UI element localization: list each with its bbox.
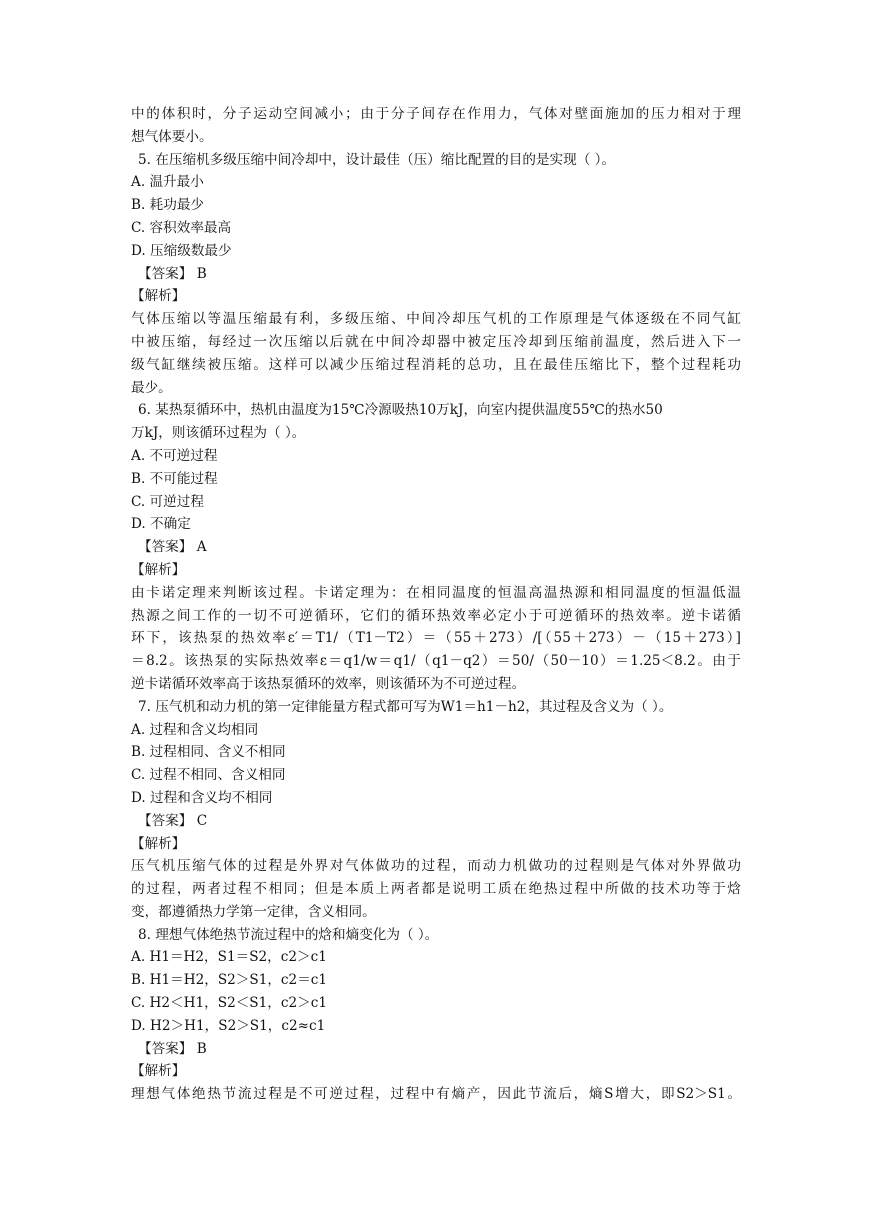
- text-line: 【解析】: [131, 1063, 186, 1080]
- text-line: B. H1＝H2，S2＞S1，c2＝c1: [131, 972, 328, 989]
- text-line: 环下，该热泵的热效率ε′＝T1/（T1－T2）＝（55＋273）/[（55＋273）－（15＋273）]: [131, 630, 741, 647]
- text-line: 6. 某热泵循环中，热机由温度为15℃冷源吸热10万kJ，向室内提供温度55℃的热水50: [138, 402, 663, 419]
- text-line: 级气缸继续被压缩。这样可以减少压缩过程消耗的总功，且在最佳压缩比下，整个过程耗功: [131, 356, 741, 373]
- document-body: [131, 103, 741, 1106]
- text-line: A. 温升最小: [131, 174, 204, 191]
- text-line: 中被压缩，每经过一次压缩以后就在中间冷却器中被定压冷却到压缩前温度，然后进入下一: [131, 333, 741, 350]
- text-line: C. 容积效率最高: [131, 219, 232, 236]
- text-line: 【解析】: [131, 288, 186, 305]
- text-line: 【答案】 C: [138, 812, 208, 829]
- text-line: 压气机压缩气体的过程是外界对气体做功的过程，而动力机做功的过程则是气体对外界做功: [131, 858, 741, 875]
- text-line: 【答案】 B: [138, 1040, 207, 1057]
- text-line: A. H1＝H2，S1＝S2，c2＞c1: [131, 949, 327, 966]
- text-line: 热源之间工作的一切不可逆循环，它们的循环热效率必定小于可逆循环的热效率。逆卡诺循: [131, 607, 741, 624]
- text-line: 气体压缩以等温压缩最有利，多级压缩、中间冷却压气机的工作原理是气体逐级在不同气缸: [131, 311, 741, 328]
- text-line: B. 耗功最少: [131, 197, 205, 214]
- text-line: A. 过程和含义均相同: [131, 721, 259, 738]
- text-line: D. H2＞H1，S2＞S1，c2≈c1: [131, 1017, 326, 1034]
- text-line: C. 过程不相同、含义相同: [131, 767, 286, 784]
- text-line: 最少。: [131, 379, 172, 396]
- text-line: C. 可逆过程: [131, 493, 204, 510]
- text-line: D. 过程和含义均不相同: [131, 789, 273, 806]
- text-line: A. 不可逆过程: [131, 447, 218, 464]
- text-line: 逆卡诺循环效率高于该热泵循环的效率，则该循环为不可逆过程。: [131, 675, 526, 692]
- text-line: 7. 压气机和动力机的第一定律能量方程式都可写为W1＝h1－h2，其过程及含义为（ ）。: [138, 698, 673, 715]
- text-line: ＝8.2。该热泵的实际热效率ε＝q1/w＝q1/（q1－q2）＝50/（50－10）＝1.25＜8.2。由于: [131, 653, 741, 670]
- text-line: 【答案】 B: [138, 265, 207, 282]
- text-line: 的过程，两者过程不相同；但是本质上两者都是说明工质在绝热过程中所做的技术功等于焓: [131, 881, 741, 898]
- text-line: 万kJ，则该循环过程为（ ）。: [131, 425, 306, 442]
- text-line: 想气体要小。: [131, 128, 213, 145]
- text-line: D. 压缩级数最少: [131, 242, 232, 259]
- text-line: 5. 在压缩机多级压缩中间冷却中，设计最佳（压）缩比配置的目的是实现（ ）。: [138, 151, 615, 168]
- text-line: 【答案】 A: [138, 539, 207, 556]
- text-line: B. 不可能过程: [131, 470, 218, 487]
- text-line: 8. 理想气体绝热节流过程中的焓和熵变化为（ ）。: [138, 926, 439, 943]
- text-line: D. 不确定: [131, 516, 191, 533]
- text-line: C. H2＜H1，S2＜S1，c2＞c1: [131, 995, 327, 1012]
- text-line: 由卡诺定理来判断该过程。卡诺定理为：在相同温度的恒温高温热源和相同温度的恒温低温: [131, 584, 741, 601]
- text-line: 【解析】: [131, 561, 186, 578]
- text-line: B. 过程相同、含义不相同: [131, 744, 286, 761]
- text-line: 【解析】: [131, 835, 186, 852]
- text-line: 理想气体绝热节流过程是不可逆过程，过程中有熵产，因此节流后，熵S增大，即S2＞S1。: [131, 1086, 741, 1103]
- text-line: 变，都遵循热力学第一定律，含义相同。: [131, 903, 376, 920]
- text-line: 中的体积时，分子运动空间减小；由于分子间存在作用力，气体对壁面施加的压力相对于理: [131, 106, 741, 122]
